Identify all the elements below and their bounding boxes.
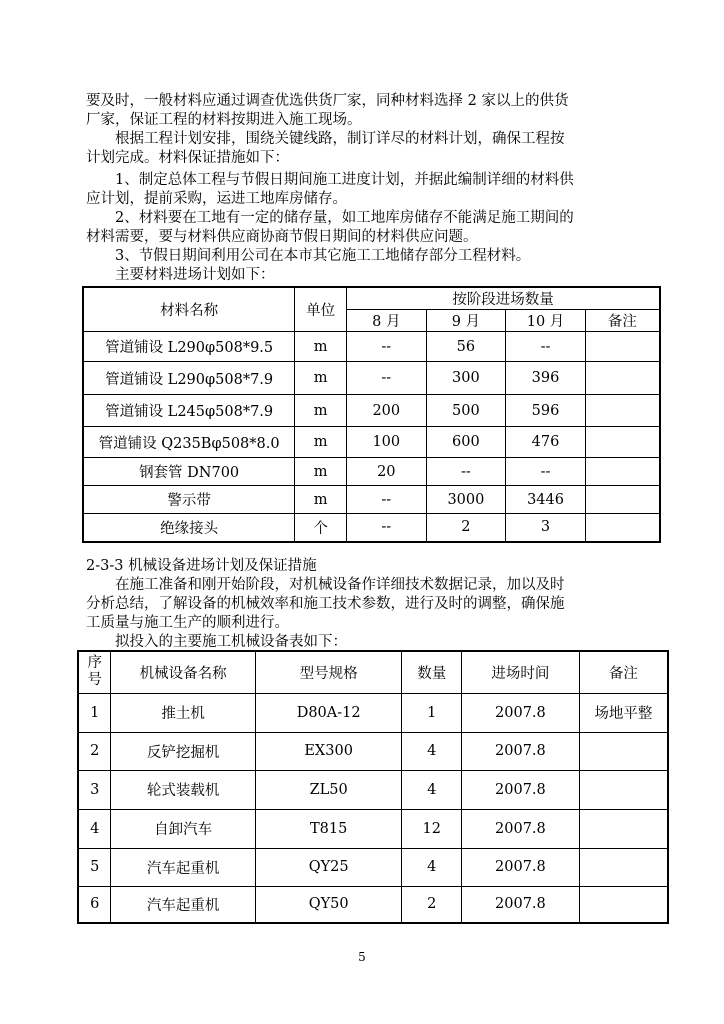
table-row bbox=[83, 395, 660, 427]
paragraph-line: 工质量与施工生产的顺利进行。 bbox=[86, 615, 289, 631]
qty-oct: -- bbox=[506, 458, 586, 486]
qty-aug: -- bbox=[347, 362, 427, 395]
header-material-name: 材料名称 bbox=[83, 287, 295, 332]
table-row bbox=[78, 732, 668, 770]
equipment-model: T815 bbox=[255, 809, 401, 848]
paragraph-line: 要及时，一般材料应通过调查优选供货厂家，同种材料选择 2 家以上的供货 bbox=[86, 93, 569, 109]
equipment-name: 轮式装载机 bbox=[111, 770, 256, 809]
material-unit: m bbox=[295, 486, 347, 514]
header-equipment-name: 机械设备名称 bbox=[111, 651, 256, 693]
entry-date: 2007.8 bbox=[462, 770, 580, 809]
material-unit: m bbox=[295, 458, 347, 486]
entry-date: 2007.8 bbox=[462, 848, 580, 886]
header-oct: 10 月 bbox=[506, 310, 586, 332]
equipment-qty: 12 bbox=[402, 809, 462, 848]
entry-date: 2007.8 bbox=[462, 809, 580, 848]
table-row bbox=[78, 693, 668, 732]
material-note bbox=[585, 362, 660, 395]
equipment-qty: 2 bbox=[402, 886, 462, 923]
table-row bbox=[83, 427, 660, 458]
header-stage-quantity: 按阶段进场数量 bbox=[347, 287, 660, 310]
qty-aug: -- bbox=[347, 486, 427, 514]
material-unit: m bbox=[295, 427, 347, 458]
material-name: 管道铺设 L290φ508*7.9 bbox=[83, 362, 295, 395]
paragraph-line: 计划完成。材料保证措施如下： bbox=[86, 150, 289, 166]
qty-oct: 3446 bbox=[506, 486, 586, 514]
material-unit: m bbox=[295, 362, 347, 395]
paragraph-line: 根据工程计划安排，围绕关键线路，制订详尽的材料计划，确保工程按 bbox=[115, 131, 565, 147]
equipment-name: 汽车起重机 bbox=[111, 848, 256, 886]
paragraph-line: 3、节假日期间利用公司在本市其它施工工地储存部分工程材料。 bbox=[115, 248, 531, 264]
table-row bbox=[83, 486, 660, 514]
material-note bbox=[585, 427, 660, 458]
table-row bbox=[83, 514, 660, 542]
paragraph-line: 材料需要，要与材料供应商协商节假日期间的材料供应问题。 bbox=[86, 229, 478, 245]
paragraph-line: 主要材料进场计划如下： bbox=[115, 267, 275, 283]
material-unit: 个 bbox=[295, 514, 347, 542]
material-unit: m bbox=[295, 332, 347, 362]
equipment-qty: 4 bbox=[402, 770, 462, 809]
equipment-qty: 4 bbox=[402, 848, 462, 886]
qty-aug: 20 bbox=[347, 458, 427, 486]
material-note bbox=[585, 514, 660, 542]
equipment-note: 场地平整 bbox=[579, 693, 668, 732]
equipment-table bbox=[77, 650, 669, 924]
qty-sep: 300 bbox=[426, 362, 506, 395]
material-note bbox=[585, 458, 660, 486]
material-name: 钢套管 DN700 bbox=[83, 458, 295, 486]
qty-sep: 500 bbox=[426, 395, 506, 427]
equipment-name: 自卸汽车 bbox=[111, 809, 256, 848]
header-no-line2: 号 bbox=[87, 672, 102, 689]
qty-oct: 476 bbox=[506, 427, 586, 458]
qty-aug: 200 bbox=[347, 395, 427, 427]
header-aug: 8 月 bbox=[347, 310, 427, 332]
qty-aug: -- bbox=[347, 332, 427, 362]
table-row bbox=[78, 809, 668, 848]
material-note bbox=[585, 332, 660, 362]
material-name: 绝缘接头 bbox=[83, 514, 295, 542]
qty-sep: -- bbox=[426, 458, 506, 486]
material-schedule-table bbox=[82, 286, 661, 543]
header-no-line1: 序 bbox=[87, 655, 102, 672]
table-row bbox=[78, 770, 668, 809]
table-row bbox=[83, 458, 660, 486]
paragraph-line: 厂家，保证工程的材料按期进入施工现场。 bbox=[86, 112, 362, 128]
equipment-model: ZL50 bbox=[255, 770, 401, 809]
paragraph-line: 在施工准备和刚开始阶段，对机械设备作详细技术数据记录，加以及时 bbox=[115, 577, 565, 593]
qty-oct: 3 bbox=[506, 514, 586, 542]
table-row bbox=[83, 332, 660, 362]
equipment-note bbox=[579, 848, 668, 886]
paragraph-line: 拟投入的主要施工机械设备表如下： bbox=[115, 634, 347, 650]
qty-sep: 56 bbox=[426, 332, 506, 362]
equipment-name: 推土机 bbox=[111, 693, 256, 732]
equipment-qty: 4 bbox=[402, 732, 462, 770]
qty-aug: 100 bbox=[347, 427, 427, 458]
equipment-note bbox=[579, 809, 668, 848]
equipment-model: EX300 bbox=[255, 732, 401, 770]
equipment-note bbox=[579, 886, 668, 923]
header-model: 型号规格 bbox=[255, 651, 401, 693]
entry-date: 2007.8 bbox=[462, 693, 580, 732]
material-name: 管道铺设 L245φ508*7.9 bbox=[83, 395, 295, 427]
material-note bbox=[585, 486, 660, 514]
header-entry-date: 进场时间 bbox=[462, 651, 580, 693]
equipment-model: QY25 bbox=[255, 848, 401, 886]
entry-date: 2007.8 bbox=[462, 732, 580, 770]
section-title: 2-3-3 机械设备进场计划及保证措施 bbox=[86, 558, 317, 574]
header-unit: 单位 bbox=[295, 287, 347, 332]
row-no: 5 bbox=[78, 848, 111, 886]
material-name: 管道铺设 Q235Bφ508*8.0 bbox=[83, 427, 295, 458]
qty-sep: 2 bbox=[426, 514, 506, 542]
header-note: 备注 bbox=[585, 310, 660, 332]
equipment-name: 反铲挖掘机 bbox=[111, 732, 256, 770]
equipment-note bbox=[579, 732, 668, 770]
header-no bbox=[78, 651, 111, 693]
row-no: 2 bbox=[78, 732, 111, 770]
table-row bbox=[78, 886, 668, 923]
row-no: 1 bbox=[78, 693, 111, 732]
paragraph-line: 分析总结，了解设备的机械效率和施工技术参数，进行及时的调整，确保施 bbox=[86, 596, 565, 612]
row-no: 6 bbox=[78, 886, 111, 923]
entry-date: 2007.8 bbox=[462, 886, 580, 923]
material-name: 管道铺设 L290φ508*9.5 bbox=[83, 332, 295, 362]
row-no: 4 bbox=[78, 809, 111, 848]
table-row bbox=[83, 362, 660, 395]
equipment-note bbox=[579, 770, 668, 809]
material-unit: m bbox=[295, 395, 347, 427]
header-qty: 数量 bbox=[402, 651, 462, 693]
material-name: 警示带 bbox=[83, 486, 295, 514]
header-note: 备注 bbox=[579, 651, 668, 693]
equipment-model: D80A-12 bbox=[255, 693, 401, 732]
qty-sep: 600 bbox=[426, 427, 506, 458]
qty-oct: -- bbox=[506, 332, 586, 362]
equipment-qty: 1 bbox=[402, 693, 462, 732]
qty-oct: 596 bbox=[506, 395, 586, 427]
paragraph-line: 2、材料要在工地有一定的储存量，如工地库房储存不能满足施工期间的 bbox=[115, 210, 574, 226]
row-no: 3 bbox=[78, 770, 111, 809]
paragraph-line: 1、制定总体工程与节假日期间施工进度计划，并据此编制详细的材料供 bbox=[115, 172, 574, 188]
qty-aug: -- bbox=[347, 514, 427, 542]
qty-sep: 3000 bbox=[426, 486, 506, 514]
equipment-name: 汽车起重机 bbox=[111, 886, 256, 923]
paragraph-line: 应计划，提前采购，运进工地库房储存。 bbox=[86, 191, 347, 207]
header-sep: 9 月 bbox=[426, 310, 506, 332]
page-number: 5 bbox=[358, 950, 366, 964]
material-note bbox=[585, 395, 660, 427]
table-row bbox=[78, 848, 668, 886]
qty-oct: 396 bbox=[506, 362, 586, 395]
equipment-model: QY50 bbox=[255, 886, 401, 923]
